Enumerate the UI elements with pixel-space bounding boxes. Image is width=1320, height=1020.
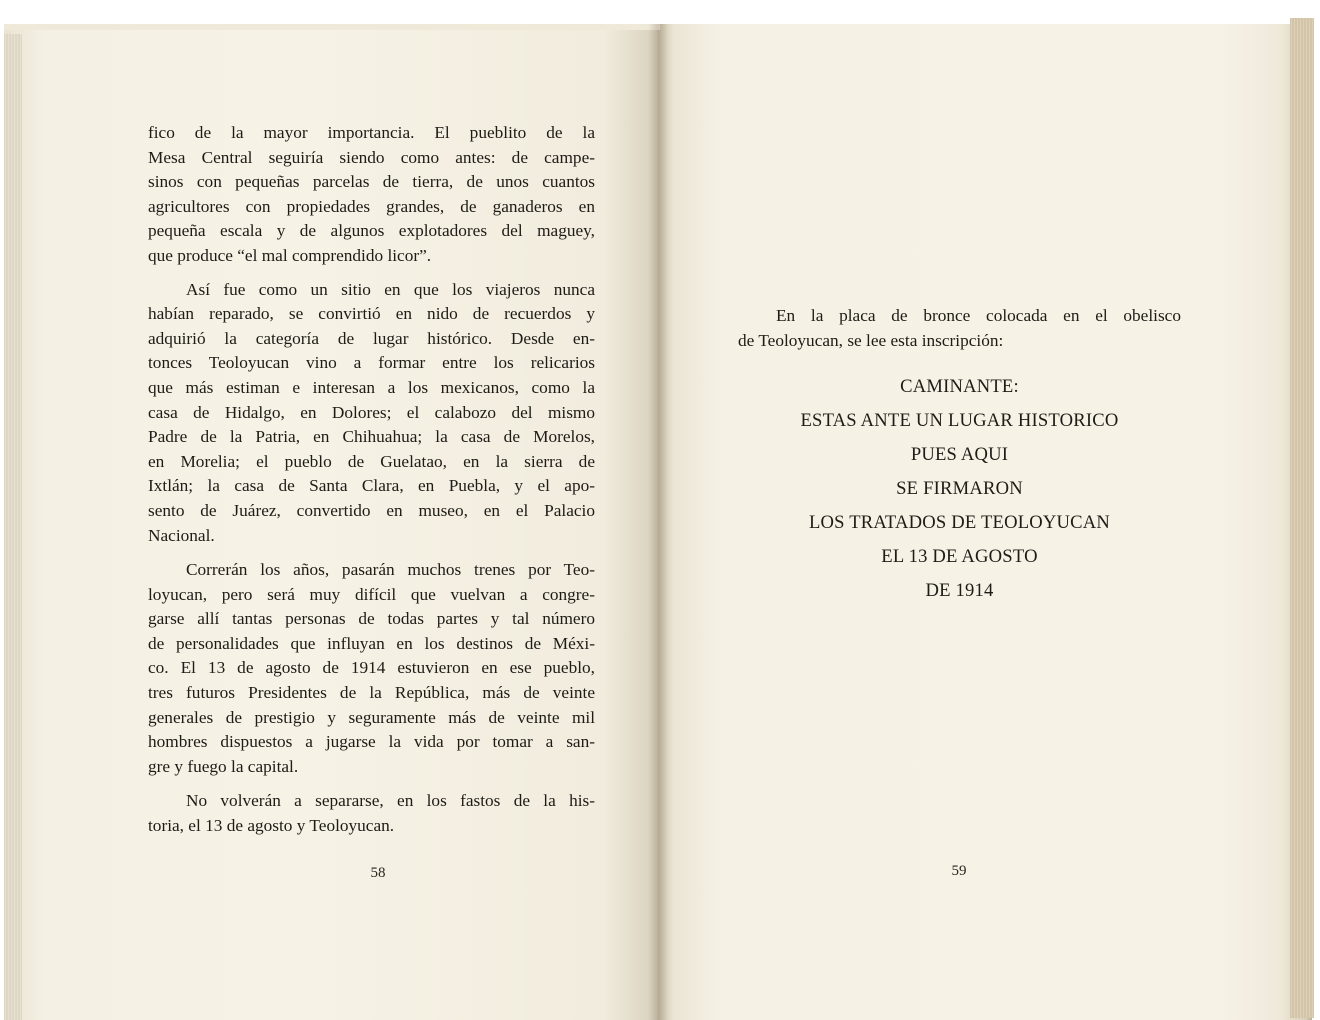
text-line: Así fue como un sitio en que los viajeros nunca	[186, 279, 595, 299]
text-line: pequeña escala y de algunos explotadores del maguey,	[148, 221, 595, 241]
text-line: que produce “el mal comprendido licor”.	[148, 245, 432, 265]
plaque-inscription	[738, 370, 1181, 608]
paragraph-3	[148, 558, 595, 779]
left-page-text	[148, 121, 595, 839]
text-line: En la placa de bronce colocada en el obelisco	[776, 306, 1181, 325]
inscription-line: CAMINANTE:	[900, 376, 1019, 397]
page-number-right: 59	[951, 863, 967, 879]
text-line: fico de la mayor importancia. El pueblito de la	[148, 123, 595, 142]
text-line: adquirió la categoría de lugar histórico. Desde en-	[148, 328, 595, 348]
text-line: habían reparado, se convirtió en nido de recuerdos y	[148, 304, 595, 324]
text-line: No volverán a separarse, en los fastos de la his-	[186, 791, 595, 811]
text-line: loyucan, pero será muy difícil que vuelvan a congre-	[148, 584, 595, 604]
text-line: Correrán los años, pasarán muchos trenes por Teo-	[186, 560, 595, 580]
page-number-left: 58	[370, 865, 386, 881]
paragraph-4	[148, 789, 595, 838]
text-line: garse allí tantas personas de todas partes y tal número	[148, 609, 595, 629]
inscription-line: DE 1914	[925, 580, 994, 601]
text-line: hombres dispuestos a jugarse la vida por tomar a san-	[148, 732, 595, 752]
text-line: Mesa Central seguiría siendo como antes: de campe-	[148, 147, 595, 167]
text-line: generales de prestigio y seguramente más de veinte mil	[148, 707, 595, 727]
text-line: sinos con pequeñas parcelas de tierra, de unos cuantos	[148, 172, 595, 192]
text-line: gre y fuego la capital.	[148, 756, 299, 776]
inscription-line: LOS TRATADOS DE TEOLOYUCAN	[808, 512, 1111, 533]
text-line: casa de Hidalgo, en Dolores; el calabozo del mismo	[148, 402, 595, 422]
text-line: que más estiman e interesan a los mexicanos, como la	[148, 377, 595, 397]
inscription-line: EL 13 DE AGOSTO	[881, 546, 1038, 567]
text-line: sento de Juárez, convertido en museo, en el Palacio	[148, 500, 595, 520]
left-page-edges	[4, 34, 22, 1020]
text-line: tonces Teoloyucan vino a formar entre los relicarios	[148, 353, 595, 373]
text-line: Nacional.	[148, 525, 215, 545]
text-line: Ixtlán; la casa de Santa Clara, en Puebla, y el apo-	[148, 476, 595, 496]
paragraph-2	[148, 278, 595, 549]
right-page-edges	[1290, 18, 1314, 1018]
paragraph-1	[148, 121, 595, 269]
right-page-intro	[738, 304, 1181, 353]
inscription-line: PUES AQUI	[910, 444, 1009, 465]
text-line: agricultores con propiedades grandes, de ganaderos en	[148, 196, 595, 216]
text-line: toria, el 13 de agosto y Teoloyucan.	[148, 816, 395, 836]
text-line: de personalidades que influyan en los destinos de Méxi-	[148, 633, 595, 653]
inscription-line: ESTAS ANTE UN LUGAR HISTORICO	[800, 410, 1119, 431]
text-line: tres futuros Presidentes de la República, más de veinte	[148, 683, 595, 703]
text-line: Padre de la Patria, en Chihuahua; la casa de Morelos,	[148, 427, 595, 447]
inscription-line: SE FIRMARON	[896, 478, 1023, 499]
text-line: en Morelia; el pueblo de Guelatao, en la sierra de	[148, 451, 595, 471]
text-line: de Teoloyucan, se lee esta inscripción:	[738, 330, 1004, 350]
text-line: co. El 13 de agosto de 1914 estuvieron en ese pueblo,	[148, 658, 595, 678]
book-spine	[648, 24, 668, 1020]
intro-paragraph	[738, 304, 1181, 353]
